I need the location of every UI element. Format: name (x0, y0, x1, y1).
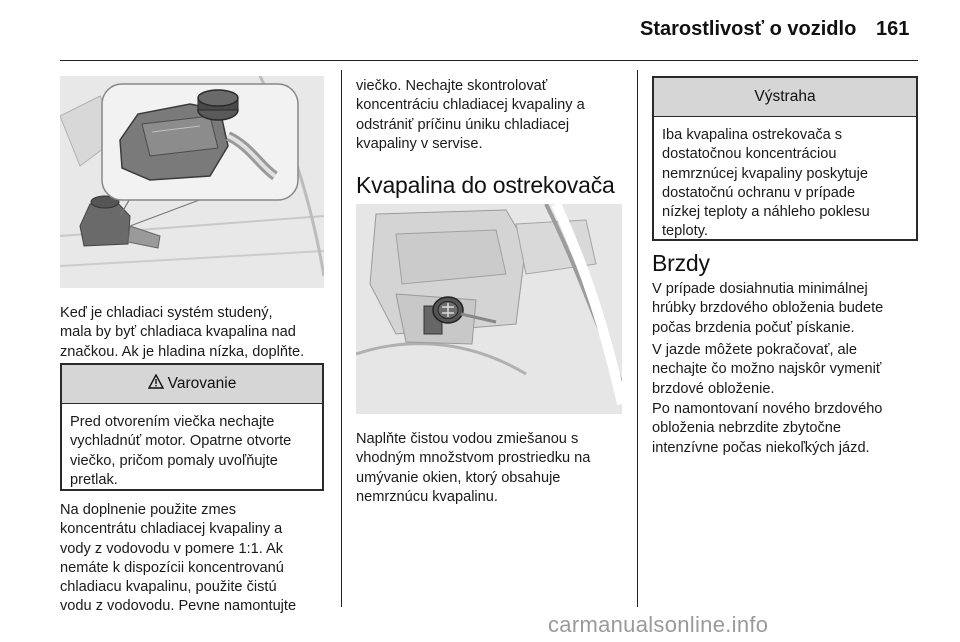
watermark: carmanualsonline.info (548, 612, 769, 637)
page-header-title: Starostlivosť o vozidlo (640, 18, 857, 40)
warning-box (60, 363, 324, 491)
header-divider (60, 60, 918, 61)
coolant-service-paragraph: viečko. Nechajte skontrolovať koncentráciu chladiacej kvapaliny a odstrániť príčinu úniku chladiacej kvapaliny v servise. (356, 78, 585, 152)
warning-box-body: Pred otvorením viečka nechajte vychladnúť motor. Opatrne otvorte viečko, pričom pomaly uvoľňujte pretlak. (70, 414, 292, 488)
coolant-reservoir-illustration (60, 76, 324, 288)
notice-box (652, 76, 918, 241)
notice-box-title: Výstraha (754, 88, 816, 105)
washer-fluid-figure (356, 204, 622, 414)
washer-fill-paragraph: Naplňte čistou vodou zmiešanou s vhodným množstvom prostriedku na umývanie okien, ktorý obsahuje nemrznúcu kvapalinu. (356, 431, 591, 505)
washer-fluid-heading: Kvapalina do ostrekovača (356, 172, 615, 198)
coolant-level-paragraph: Keď je chladiaci systém studený, mala by byť chladiaca kvapalina nad značkou. Ak je hladina nízka, doplňte. (60, 305, 305, 360)
warning-box-header (62, 365, 322, 404)
washer-reservoir-illustration (356, 204, 622, 414)
brake-wear-paragraph: V prípade dosiahnutia minimálnej hrúbky brzdového obloženia budete počas brzdenia počuť pískanie. (652, 281, 884, 336)
coolant-mixture-paragraph: Na doplnenie použite zmes koncentrátu chladiacej kvapaliny a vody z vodovodu v pomere 1:1. Ak nemáte k dispozícii koncentrovanú chladiacu kvapalinu, použite čistú vodu z vodovodu. Pevne namontujte (60, 502, 297, 615)
coolant-reservoir-figure (60, 76, 324, 288)
column-divider (341, 70, 342, 607)
column-divider (637, 70, 638, 607)
notice-box-header (654, 78, 916, 117)
notice-box-body: Iba kvapalina ostrekovača s dostatočnou koncentráciou nemrznúcej kvapaliny poskytuje dostatočnú ochranu v prípade nízkej teploty a náhleho poklesu teploty. (662, 127, 870, 240)
brakes-heading: Brzdy (652, 250, 710, 276)
brake-new-pads-paragraph: Po namontovaní nového brzdového obloženia nebrzdite zbytočne intenzívne počas niekoľkých jázd. (652, 401, 883, 456)
brake-replace-paragraph: V jazde môžete pokračovať, ale nechajte čo možno najskôr vymeniť brzdové obloženie. (652, 342, 882, 397)
warning-triangle-icon (148, 374, 164, 394)
warning-box-title: Varovanie (167, 375, 237, 392)
page-number: 161 (876, 18, 910, 40)
